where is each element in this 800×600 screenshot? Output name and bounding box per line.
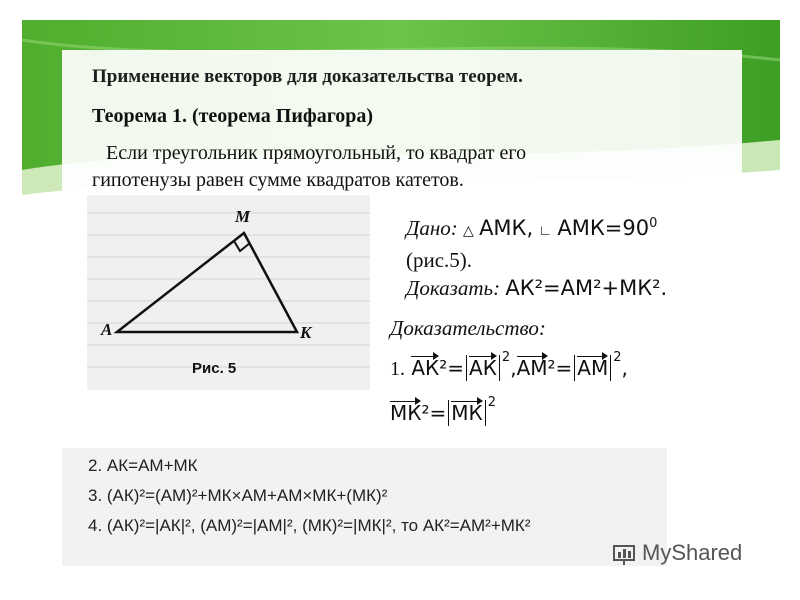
- abs-bar: [574, 355, 575, 381]
- myshared-watermark: MyShared: [642, 540, 743, 565]
- step1-squared-eq: ²=: [439, 356, 465, 380]
- given-block: [406, 210, 667, 302]
- vector-ak-abs: АК: [469, 356, 497, 380]
- statement-line-1: Если треугольник прямоугольный, то квадрат его: [106, 142, 527, 164]
- proof-step-1: [390, 350, 628, 381]
- vertex-label-a: A: [101, 320, 113, 339]
- given-label: Дано:: [406, 216, 458, 240]
- step1-comma: ,: [510, 356, 517, 380]
- figure-caption: Рис. 5: [192, 360, 237, 377]
- vector-am: АМ: [516, 356, 548, 380]
- theorem-statement: [92, 140, 742, 194]
- proof-step-4: 4. (АК)²=|АК|², (АМ)²=|АМ|², (МК)²=|МК|², то АК²=АМ²+МК²: [88, 516, 531, 535]
- step1-exponent-2: 2: [613, 350, 622, 365]
- theorem-heading: Теорема 1. (теорема Пифагора): [92, 105, 374, 127]
- abs-bar: [448, 400, 449, 426]
- statement-line-2: гипотенузы равен сумме квадратов катетов.: [92, 169, 464, 191]
- step1-squared-eq-2: ²=: [547, 356, 573, 380]
- prove-label: Доказать:: [406, 276, 501, 300]
- proof-step-3: 3. (АК)²=(АМ)²+МК×АМ+АМ×МК+(МК)²: [88, 486, 388, 505]
- scanned-proof-steps: [62, 448, 667, 566]
- triangle-figure: [87, 195, 370, 390]
- given-triangle: АМК,: [479, 216, 534, 240]
- step1b-squared-eq: ²=: [421, 401, 447, 425]
- prove-line: [406, 274, 667, 302]
- given-reference: (рис.5).: [406, 248, 473, 272]
- vertex-label-m: M: [235, 207, 251, 226]
- given-line: [406, 210, 667, 246]
- abs-bar: [610, 355, 611, 381]
- step1-number: 1.: [390, 358, 405, 380]
- given-angle-degree: 0: [649, 216, 658, 231]
- angle-icon: ∟: [538, 224, 553, 239]
- given-angle: АМК=90: [557, 216, 650, 240]
- abs-bar: [499, 355, 500, 381]
- prove-expression: АК²=АМ²+МК².: [505, 276, 668, 300]
- triangle-icon: △: [463, 224, 474, 239]
- abs-bar: [466, 355, 467, 381]
- step1b-exponent: 2: [487, 395, 496, 410]
- proof-step-2: 2. АК=АМ+МК: [88, 456, 198, 475]
- abs-bar: [485, 400, 486, 426]
- vertex-label-k: K: [300, 323, 312, 342]
- vector-ak: АК: [411, 356, 440, 380]
- step1-comma-2: ,: [621, 356, 628, 380]
- vector-mk: МК: [390, 401, 422, 425]
- slide-title: Применение векторов для доказательства теорем.: [92, 66, 523, 87]
- step1-exponent: 2: [501, 350, 511, 365]
- vector-mk-abs: МК: [451, 401, 483, 425]
- vector-am-abs: АМ: [577, 356, 609, 380]
- proof-step-1-continued: [390, 395, 496, 426]
- myshared-logo-icon: [612, 540, 638, 566]
- proof-title: Доказательство:: [390, 316, 546, 340]
